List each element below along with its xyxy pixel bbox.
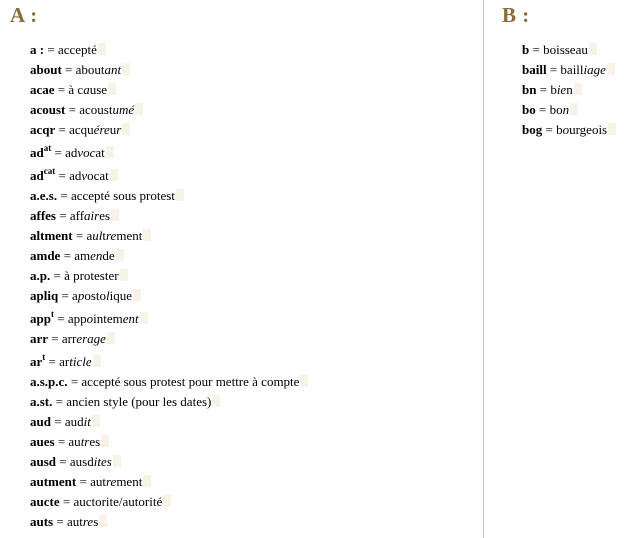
abbreviation [30,188,57,203]
expansion [556,122,607,137]
abbreviation [30,454,56,469]
abbreviation-entry [30,412,308,432]
expansion-restored-letters: voc [77,145,96,160]
expansion-restored-letters: re [105,228,117,243]
equals-sign: = [72,228,87,243]
expansion [65,145,105,160]
abbreviation-text: bog [522,122,543,137]
equals-sign: = [65,102,80,117]
expansion-text: au [68,434,81,449]
abbreviation [30,42,44,57]
equals-sign: = [55,122,70,137]
expansion-text: use [89,82,108,97]
expansion [65,414,91,429]
expansion-text: aff [69,208,85,223]
abbreviation-text: ad [30,145,44,160]
equals-sign: = [76,474,91,489]
expansion [543,42,588,57]
highlight-mark [143,475,151,487]
abbreviation [30,145,51,160]
expansion-text: at [95,145,105,160]
section-heading-b: B : [502,3,530,27]
abbreviation-superscript: at [43,143,52,153]
abbreviation-superscript: cat [43,166,56,176]
expansion-text: boisseau [543,42,588,57]
abbreviation-text: app [30,311,51,326]
expansion [560,62,606,77]
highlight-mark [93,355,101,367]
expansion-text: n [566,82,573,97]
expansion-text: bo [549,102,563,117]
equals-sign: = [61,62,76,77]
expansion-text: s [93,514,99,529]
abbreviation-entry [30,472,308,492]
expansion-restored-letters: ant [104,62,122,77]
equals-sign: = [48,331,62,346]
abbreviation-list-a [30,40,308,532]
abbreviation-text: ar [30,354,43,369]
abbreviation-entry [522,100,616,120]
expansion [86,228,142,243]
expansion-restored-letters: en [90,248,103,263]
abbreviation-entry [30,372,308,392]
abbreviation-text: auts [30,514,54,529]
abbreviation-entry [30,80,308,100]
equals-sign: = [529,42,544,57]
expansion-text: u [109,122,117,137]
expansion-restored-letters: ére [93,122,110,137]
abbreviation-superscript: t [42,352,46,362]
abbreviation [30,331,48,346]
abbreviation [30,474,76,489]
abbreviation-entry [30,452,308,472]
abbreviation-entry [30,392,308,412]
expansion-restored-letters: air [84,208,100,223]
expansion-restored-letters: r [116,122,122,137]
abbreviation-entry [522,80,616,100]
expansion [66,394,211,409]
expansion-text: accepté [57,42,97,57]
highlight-mark [574,83,582,95]
abbreviation-entry [30,163,308,186]
expansion-restored-letters: re [82,514,94,529]
expansion-text: am [74,248,91,263]
abbreviation [30,414,51,429]
expansion [68,434,100,449]
abbreviation [30,288,58,303]
expansion [59,354,92,369]
expansion [68,311,139,326]
highlight-mark [135,103,143,115]
abbreviation-text: ad [30,168,44,183]
abbreviation [30,494,60,509]
equals-sign: = [55,168,70,183]
expansion-restored-letters: p [77,288,85,303]
abbreviation [30,514,53,529]
highlight-mark [101,435,109,447]
highlight-mark [122,63,130,75]
equals-sign: = [546,62,561,77]
expansion-restored-letters: erage [76,331,106,346]
abbreviation [30,82,55,97]
abbreviation-text: apliq [30,288,59,303]
expansion [67,514,98,529]
expansion-text: a [72,288,78,303]
expansion-text: aut [90,474,106,489]
expansion [76,62,122,77]
equals-sign: = [56,454,70,469]
abbreviation-text: a.e.s. [30,188,58,203]
abbreviation-entry [522,60,616,80]
abbreviation-text: ausd [30,454,57,469]
abbreviation-entry [30,206,308,226]
equals-sign: = [52,394,67,409]
abbreviation [30,311,54,326]
abbreviation-entry [30,100,308,120]
abbreviation [30,228,73,243]
expansion-text: b [556,122,563,137]
highlight-mark [589,43,597,55]
expansion-restored-letters: ie [556,82,567,97]
expansion [71,188,175,203]
abbreviation-entry [522,120,616,140]
equals-sign: = [59,494,74,509]
abbreviation-text: arr [30,331,49,346]
expansion [70,454,112,469]
abbreviation-text: autment [30,474,77,489]
equals-sign: = [536,82,551,97]
abbreviation-text: baill [522,62,547,77]
expansion [73,494,162,509]
expansion-restored-letters: ent [122,311,139,326]
abbreviation-entry [30,286,308,306]
expansion-restored-letters: umé [112,102,135,117]
expansion-text: à protester [64,268,119,283]
expansion-text: es [99,208,111,223]
abbreviation-text: a.p. [30,268,51,283]
expansion-text: ment [116,228,143,243]
expansion [90,474,142,489]
expansion-text: aut [66,514,83,529]
abbreviation-text: aud [30,414,51,429]
expansion [550,102,570,117]
abbreviation-entry [522,40,616,60]
expansion-text: ique [109,288,132,303]
expansion-restored-letters: it [83,414,91,429]
expansion-text: de [102,248,115,263]
expansion-restored-letters: a [83,82,90,97]
abbreviation-entry [30,329,308,349]
equals-sign: = [67,374,82,389]
abbreviation [30,248,60,263]
abbreviation-text: aues [30,434,55,449]
expansion-text: urgeois [569,122,608,137]
highlight-mark [163,495,171,507]
expansion-restored-letters: ites [93,454,112,469]
abbreviation-text: bn [522,82,537,97]
highlight-mark [143,229,151,241]
expansion-text: accepté sous protest pour mettre à compte [81,374,300,389]
abbreviation [30,394,52,409]
highlight-mark [122,123,130,135]
expansion-restored-letters: v [81,168,88,183]
expansion-restored-letters: o [86,311,94,326]
expansion-text: osto [84,288,106,303]
abbreviation [30,434,55,449]
highlight-mark [106,146,114,158]
abbreviation-entry [30,186,308,206]
highlight-mark [108,83,116,95]
expansion [74,248,114,263]
abbreviation-text: b [522,42,530,57]
highlight-mark [608,123,616,135]
expansion [68,82,107,97]
expansion-text: ad [65,145,78,160]
highlight-mark [99,515,107,527]
expansion-text: ment [116,474,143,489]
abbreviation [522,102,536,117]
expansion-text: intem [93,311,123,326]
expansion-restored-letters: n [562,102,570,117]
expansion-restored-letters: l [105,288,110,303]
highlight-mark [110,169,118,181]
expansion-text: a [86,228,93,243]
highlight-mark [116,249,124,261]
highlight-mark [176,189,184,201]
equals-sign: = [54,82,69,97]
expansion-text: acqu [69,122,94,137]
equals-sign: = [58,288,73,303]
expansion-text: aud [64,414,84,429]
abbreviation-text: altment [30,228,73,243]
equals-sign: = [60,248,75,263]
expansion-restored-letters: iage [583,62,606,77]
abbreviation-text: about [30,62,62,77]
equals-sign: = [51,145,66,160]
expansion [79,102,134,117]
highlight-mark [133,289,141,301]
expansion-restored-letters: o [562,122,570,137]
abbreviation-text: a : [30,42,45,57]
abbreviation-text: acqr [30,122,56,137]
abbreviation [30,208,56,223]
abbreviation-entry [30,492,308,512]
expansion-restored-letters: ticle [69,354,92,369]
expansion-text: about [75,62,105,77]
expansion-text: ancien style (pour les dates) [66,394,212,409]
abbreviation-text: bo [522,102,536,117]
expansion [58,42,97,57]
equals-sign: = [535,102,550,117]
abbreviation-text: aucte [30,494,60,509]
section-heading-a: A : [10,3,38,27]
section-b [484,0,640,538]
equals-sign: = [50,268,65,283]
expansion-text: à c [68,82,84,97]
expansion [81,374,299,389]
equals-sign: = [542,122,557,137]
abbreviation [30,102,65,117]
abbreviation-entry [30,226,308,246]
expansion-text: baill [560,62,584,77]
expansion [64,268,119,283]
highlight-mark [300,375,308,387]
equals-sign: = [54,434,69,449]
highlight-mark [107,332,115,344]
expansion-text: accepté sous protest [70,188,175,203]
highlight-mark [212,395,220,407]
abbreviation-entry [30,140,308,163]
highlight-mark [140,312,148,324]
abbreviation-text: a.st. [30,394,53,409]
abbreviation [522,122,542,137]
abbreviation [30,374,68,389]
equals-sign: = [53,514,67,529]
abbreviation-text: affes [30,208,56,223]
highlight-mark [111,209,119,221]
highlight-mark [98,43,106,55]
abbreviation-text: amde [30,248,61,263]
abbreviation [30,354,45,369]
abbreviation-text: acoust [30,102,66,117]
expansion-text: b [550,82,557,97]
abbreviation-superscript: t [50,309,54,319]
abbreviation-entry [30,40,308,60]
expansion-text: ad [69,168,82,183]
expansion-restored-letters: ul [92,228,103,243]
highlight-mark [92,415,100,427]
expansion-text: es [89,434,101,449]
expansion [70,208,110,223]
expansion [62,331,106,346]
highlight-mark [570,103,578,115]
abbreviation [30,168,55,183]
abbreviation-entry [30,60,308,80]
abbreviation-text: acae [30,82,55,97]
equals-sign: = [53,311,68,326]
expansion-text: acoust [79,102,113,117]
abbreviation [30,122,55,137]
equals-sign: = [56,208,70,223]
equals-sign: = [50,414,65,429]
expansion-text: ocat [87,168,109,183]
abbreviation-entry [30,266,308,286]
abbreviation-list-b [522,40,616,140]
equals-sign: = [44,42,58,57]
expansion-text: t [102,228,106,243]
highlight-mark [120,269,128,281]
abbreviation-entry [30,432,308,452]
expansion-text: arr [61,331,77,346]
abbreviation-entry [30,512,308,532]
equals-sign: = [57,188,71,203]
expansion-text: ar [59,354,70,369]
highlight-mark [607,63,615,75]
abbreviation-entry [30,306,308,329]
highlight-mark [113,455,121,467]
expansion-text: auctorite/autorité [73,494,163,509]
expansion-restored-letters: re [105,474,117,489]
abbreviation-entry [30,349,308,372]
abbreviation [522,82,536,97]
abbreviation [522,62,547,77]
expansion-restored-letters: tr [80,434,90,449]
expansion [72,288,132,303]
abbreviation [30,62,62,77]
abbreviation [30,268,50,283]
expansion [69,122,121,137]
expansion [550,82,572,97]
expansion-text: app [67,311,87,326]
equals-sign: = [45,354,60,369]
abbreviation-entry [30,246,308,266]
abbreviation-text: a.s.p.c. [30,374,68,389]
expansion [69,168,109,183]
expansion-text: ausd [69,454,94,469]
abbreviation-entry [30,120,308,140]
